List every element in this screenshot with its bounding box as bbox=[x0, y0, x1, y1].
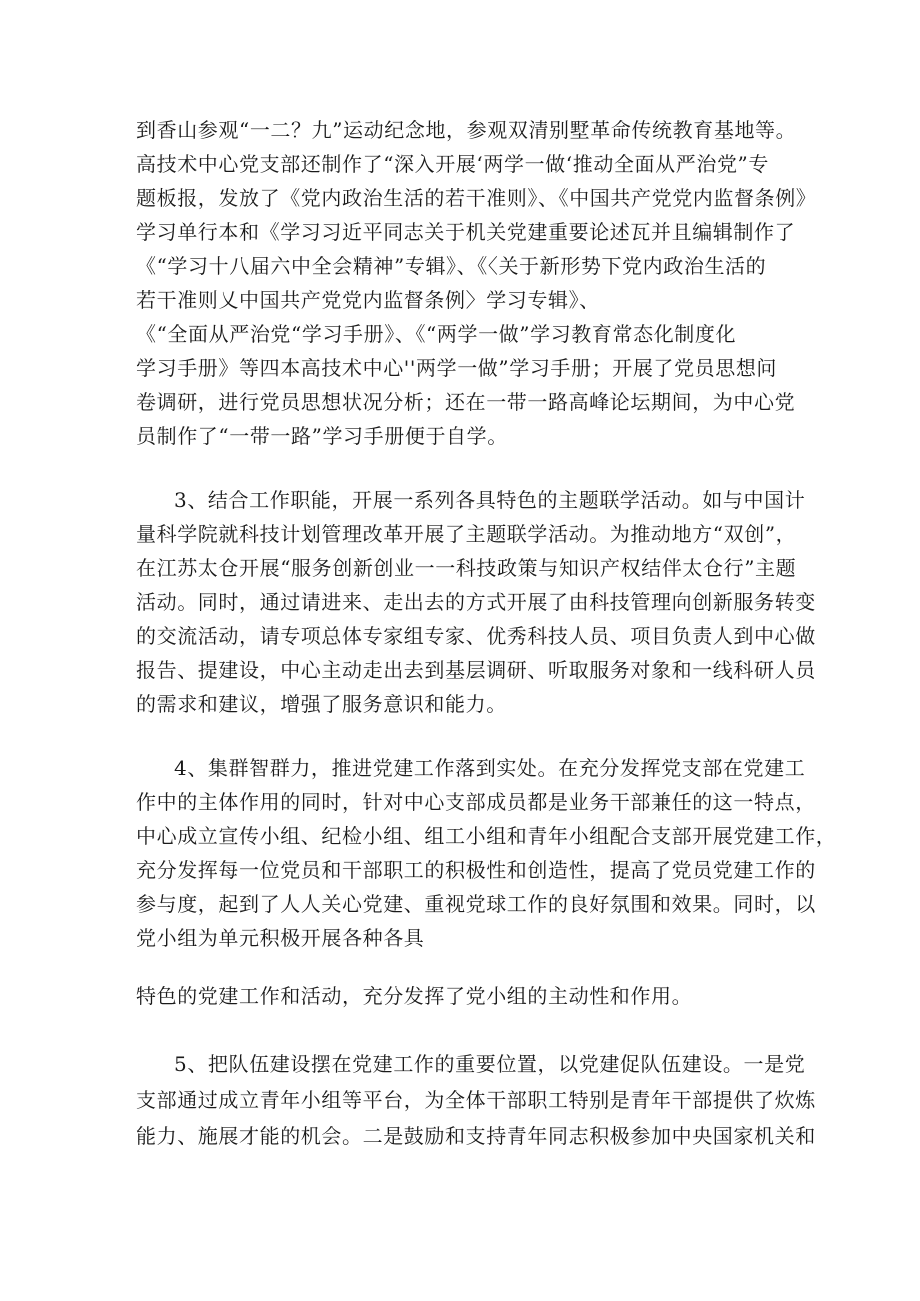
paragraph-4-first-line: 4、集群智群力，推进党建工作落到实处。在充分发挥党支部在党建工 bbox=[174, 756, 806, 780]
text-line: 到香山参观“一二？九”运动纪念地，参观双清别墅革命传统教育基地等。 bbox=[136, 118, 797, 142]
text-line: 支部通过成立青年小组等平台，为全体干部职工特别是青年干部提供了炊炼 bbox=[136, 1088, 816, 1112]
text-line: 题板报，发放了《党内政治生活的若干准则》、《中国共产党党内监督条例》 bbox=[136, 186, 817, 210]
text-line: 《“全面从严治党“学习手册》、《“两学一做”学习教育常态化制度化 bbox=[136, 322, 737, 346]
text-line: 卷调研，进行党员思想状况分析；还在一带一路高峰论坛期间，为中心党 bbox=[136, 390, 796, 414]
text-line: 若干准则乂中国共产党党内监督条例〉学习专辑》、 bbox=[136, 288, 600, 312]
text-line: 报告、提建设，中心主动走出去到基层调研、听取服务对象和一线科研人员 bbox=[136, 658, 816, 682]
text-line: 能力、施展才能的机会。二是鼓励和支持青年同志积极参加中央国家机关和 bbox=[136, 1124, 816, 1148]
text-line: 学习单行本和《学习习近平同志关于机关党建重要论述瓦并且编辑制作了 bbox=[136, 220, 796, 244]
text-line: 活动。同时，通过请进来、走出去的方式开展了由科技管理向创新服务转变 bbox=[136, 590, 816, 614]
text-line: 特色的党建工作和活动，充分发挥了党小组的主动性和作用。 bbox=[136, 984, 693, 1008]
text-line: 在江苏太仓开展“服务创新创业一一科技政策与知识产权结伴太仓行”主题 bbox=[136, 556, 797, 580]
text-line: 量科学院就科技计划管理改革开展了主题联学活动。为推动地方“双创”， bbox=[136, 522, 797, 546]
text-line: 参与度，起到了人人关心党建、重视党球工作的良好氛围和效果。同时，以 bbox=[136, 892, 816, 916]
text-line: 中心成立宣传小组、纪检小组、组工小组和青年小组配合支部开展党建工作， bbox=[136, 824, 837, 848]
paragraph-3-first-line: 3、结合工作职能，开展一系列各具特色的主题联学活动。如与中国计 bbox=[174, 488, 806, 512]
text-line: 高技术中心党支部还制作了“深入开展‘两学一做‘推动全面从严治党”专 bbox=[136, 152, 769, 176]
text-line: 的交流活动，请专项总体专家组专家、优秀科技人员、项目负责人到中心做 bbox=[136, 624, 816, 648]
text-line: 党小组为单元积极开展各种各具 bbox=[136, 926, 425, 950]
text-line: 学习手册》等四本高技术中心''两学一做”学习手册；开展了党员思想问 bbox=[136, 356, 778, 380]
text-line: 充分发挥每一位党员和干部职工的积极性和创造性，提高了党员党建工作的 bbox=[136, 858, 816, 882]
text-line: 《“学习十八届六中全会精神”专辑》、《〈关于新形势下党内政治生活的 bbox=[136, 254, 767, 278]
text-line: 员制作了“一带一路”学习手册便于自学。 bbox=[136, 424, 508, 448]
paragraph-5-first-line: 5、把队伍建设摆在党建工作的重要位置，以党建促队伍建设。一是党 bbox=[174, 1052, 806, 1076]
text-line: 的需求和建议，增强了服务意识和能力。 bbox=[136, 692, 507, 716]
text-line: 作中的主体作用的同时，针对中心支部成员都是业务干部兼任的这一特点， bbox=[136, 790, 816, 814]
